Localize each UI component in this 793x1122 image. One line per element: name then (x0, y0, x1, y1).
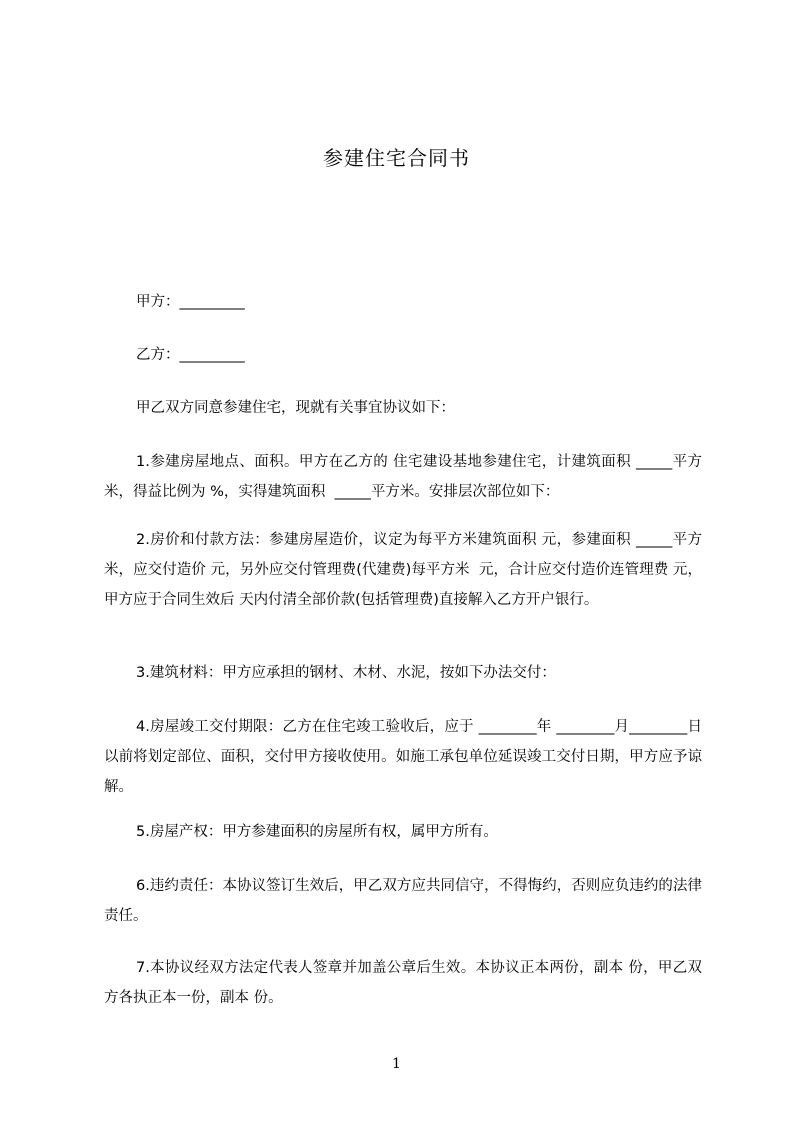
clause-6: 6.违约责任：本协议签订生效后，甲乙双方应共同信守，不得悔约，否则应负违约的法律责任。 (104, 878, 702, 924)
party-a-line: 甲方：_________ (136, 294, 245, 310)
party-b-line: 乙方：_________ (136, 347, 245, 363)
intro-paragraph: 甲乙双方同意参建住宅，现就有关事宜协议如下： (136, 400, 455, 416)
clause-4: 4.房屋竣工交付期限：乙方在住宅竣工验收后，应于 ________年 ________月________日以前将划定部位、面积，交付甲方接收使用。如施工承包单位延误竣工交付日期，甲方应予谅解。 (104, 719, 702, 795)
clause-5: 5.房屋产权：甲方参建面积的房屋所有权，属甲方所有。 (136, 824, 498, 840)
document-title: 参建住宅合同书 (323, 146, 470, 170)
clause-1: 1.参建房屋地点、面积。甲方在乙方的 住宅建设基地参建住宅，计建筑面积 _____平方米，得益比例为 %，实得建筑面积 _____平方米。安排层次部位如下： (104, 454, 702, 500)
clause-7: 7.本协议经双方法定代表人签章并加盖公章后生效。本协议正本两份，副本 份，甲乙双方各执正本一份，副本 份。 (104, 960, 702, 1006)
clause-2: 2.房价和付款方法：参建房屋造价，议定为每平方米建筑面积 元，参建面积 _____平方米，应交付造价 元，另外应交付管理费(代建费)每平方米 元，合计应交付造价连管理费 元，甲方应于合同生效后 天内付清全部价款(包括管理费)直接解入乙方开户银行。 (104, 532, 702, 608)
page-number: 1 (392, 1056, 401, 1072)
clause-3: 3.建筑材料：甲方应承担的钢材、木材、水泥，按如下办法交付： (136, 665, 556, 681)
